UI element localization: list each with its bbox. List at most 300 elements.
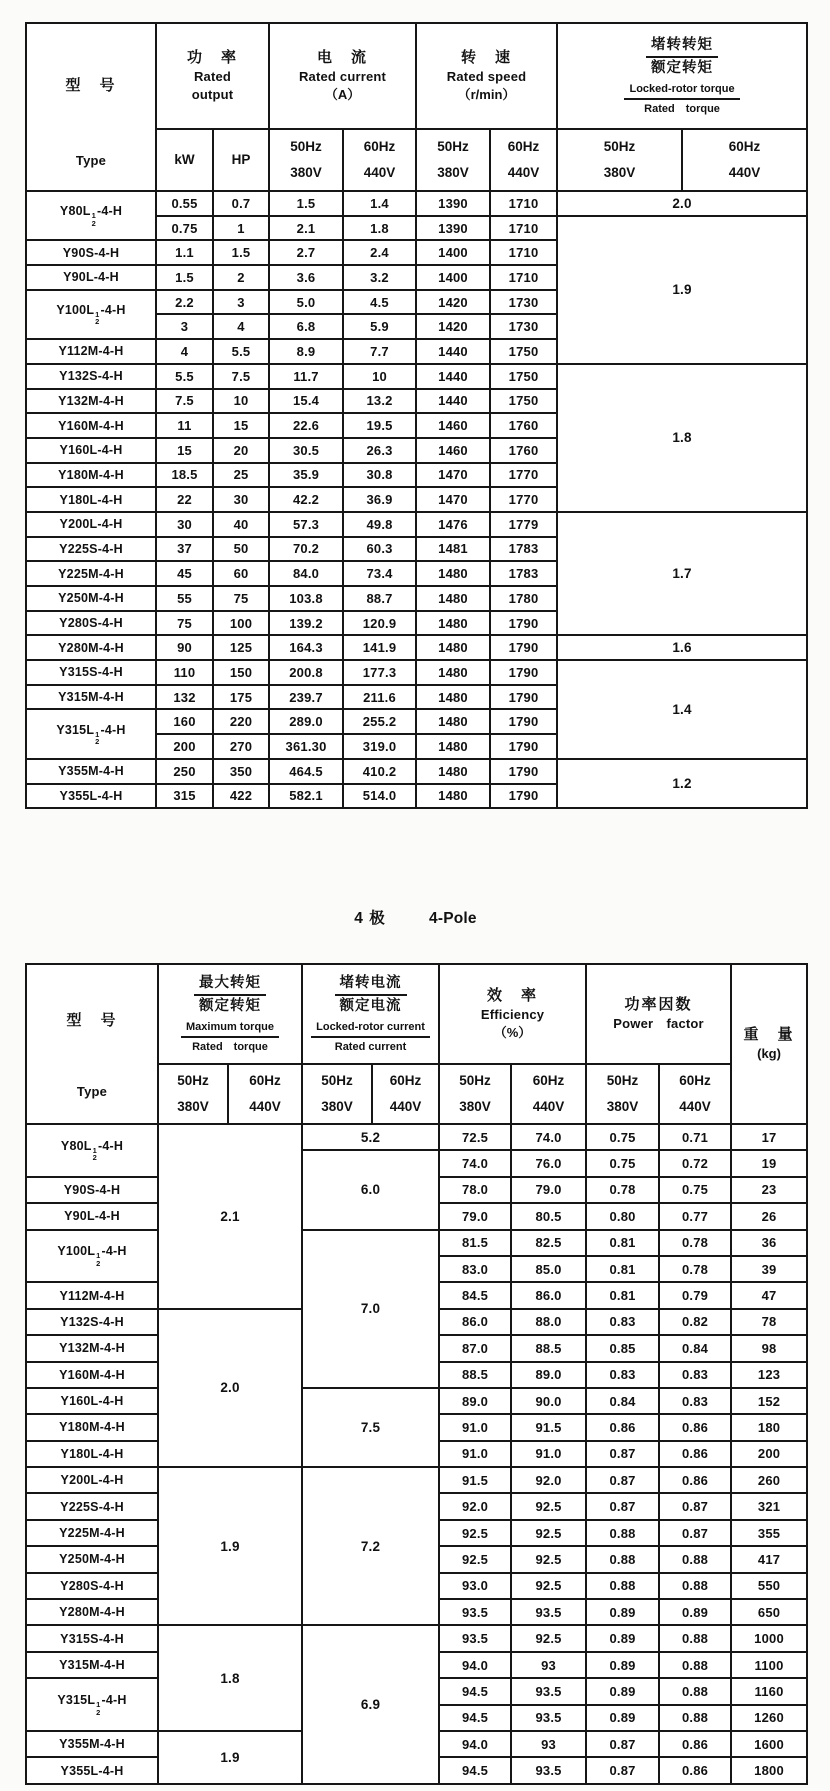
speed50-cell: 1470 (416, 487, 490, 512)
t2-header-weight (731, 964, 807, 1124)
speed60-cell: 1710 (490, 240, 557, 265)
hp-cell: 50 (213, 537, 269, 562)
speed60-cell: 1779 (490, 512, 557, 537)
model-cell: Y250M-4-H (26, 586, 156, 611)
current60-cell: 5.9 (343, 314, 416, 339)
current-header-zh: 电 流 (317, 49, 369, 66)
kw-cell: 1.5 (156, 265, 213, 290)
model-cell: Y180M-4-H (26, 463, 156, 488)
speed50-cell: 1440 (416, 364, 490, 389)
pf60-cell: 0.86 (659, 1757, 731, 1783)
model-cell: Y200L-4-H (26, 512, 156, 537)
weight-cell: 98 (731, 1335, 807, 1361)
torque-ratio-cell: 1.4 (557, 660, 807, 759)
model-cell: Y100L 1 2 -4-H (26, 290, 156, 339)
eff50-cell: 78.0 (439, 1177, 511, 1203)
speed60-cell: 1760 (490, 438, 557, 463)
model-cell: Y355M-4-H (26, 1731, 158, 1757)
pf60-cell: 0.88 (659, 1573, 731, 1599)
model-cell: Y355L-4-H (26, 784, 156, 809)
model-fraction: 1 2 (95, 309, 100, 327)
pf60-cell: 0.88 (659, 1625, 731, 1651)
model-cell: Y112M-4-H (26, 1282, 158, 1308)
hp-cell: 7.5 (213, 364, 269, 389)
kw-cell: 250 (156, 759, 213, 784)
current50-cell: 70.2 (269, 537, 343, 562)
model-cell: Y90S-4-H (26, 240, 156, 265)
current50-cell: 6.8 (269, 314, 343, 339)
speed60-cell: 1790 (490, 685, 557, 710)
kw-cell: 4 (156, 339, 213, 364)
eff50-cell: 92.5 (439, 1520, 511, 1546)
current50-cell: 361.30 (269, 734, 343, 759)
eff50-cell: 79.0 (439, 1203, 511, 1229)
t1-sub-speed-60: 60Hz 440V (490, 129, 557, 191)
eff50-cell: 84.5 (439, 1282, 511, 1308)
t1-sub-current-50: 50Hz 380V (269, 129, 343, 191)
model-cell: Y80L 1 2 -4-H (26, 191, 156, 240)
table-row (26, 1625, 807, 1651)
lr-current-cell: 5.2 (302, 1124, 439, 1150)
hp-cell: 422 (213, 784, 269, 809)
max-torque-cell: 2.0 (158, 1309, 302, 1467)
t2-sub-pf-50: 50Hz 380V (586, 1064, 659, 1124)
hp-cell: 25 (213, 463, 269, 488)
eff50-cell: 72.5 (439, 1124, 511, 1150)
max-torque-cell: 1.8 (158, 1625, 302, 1731)
speed50-cell: 1480 (416, 709, 490, 734)
pf50-cell: 0.87 (586, 1731, 659, 1757)
eff50-cell: 94.0 (439, 1731, 511, 1757)
current60-cell: 211.6 (343, 685, 416, 710)
pf50-cell: 0.87 (586, 1441, 659, 1467)
model-cell: Y225S-4-H (26, 537, 156, 562)
pf60-cell: 0.77 (659, 1203, 731, 1229)
pf60-cell: 0.84 (659, 1335, 731, 1361)
pf60-cell: 0.72 (659, 1150, 731, 1176)
kw-cell: 0.55 (156, 191, 213, 216)
table-row (26, 635, 807, 660)
hp-cell: 10 (213, 389, 269, 414)
current50-cell: 1.5 (269, 191, 343, 216)
eff50-cell: 94.0 (439, 1652, 511, 1678)
t2-header-lr-current (302, 964, 439, 1064)
pf50-cell: 0.75 (586, 1150, 659, 1176)
current50-cell: 582.1 (269, 784, 343, 809)
weight-header-unit: (kg) (757, 1046, 781, 1061)
model-cell: Y280M-4-H (26, 1599, 158, 1625)
model-cell: Y225M-4-H (26, 561, 156, 586)
current50-cell: 35.9 (269, 463, 343, 488)
model-fraction: 1 2 (96, 1251, 101, 1268)
lr-current-cell: 7.5 (302, 1388, 439, 1467)
torque-ratio-cell: 1.7 (557, 512, 807, 635)
kw-cell: 132 (156, 685, 213, 710)
speed50-cell: 1400 (416, 240, 490, 265)
pf50-cell: 0.83 (586, 1362, 659, 1388)
weight-cell: 47 (731, 1282, 807, 1308)
speed60-cell: 1790 (490, 709, 557, 734)
hp-cell: 20 (213, 438, 269, 463)
speed50-cell: 1480 (416, 734, 490, 759)
speed60-cell: 1790 (490, 784, 557, 809)
t2-header-power-factor (586, 964, 731, 1064)
power-header-en2: output (191, 87, 234, 102)
kw-cell: 37 (156, 537, 213, 562)
current50-cell: 42.2 (269, 487, 343, 512)
t2-header-max-torque (158, 964, 302, 1064)
weight-cell: 260 (731, 1467, 807, 1493)
t2-sub-mt-60: 60Hz 440V (228, 1064, 302, 1124)
current60-cell: 1.8 (343, 216, 416, 241)
current50-cell: 2.7 (269, 240, 343, 265)
hp-cell: 270 (213, 734, 269, 759)
hp-cell: 0.7 (213, 191, 269, 216)
hp-cell: 100 (213, 611, 269, 636)
weight-cell: 152 (731, 1388, 807, 1414)
pf50-cell: 0.84 (586, 1388, 659, 1414)
weight-cell: 39 (731, 1256, 807, 1282)
t1-body (26, 191, 807, 808)
pf50-cell: 0.83 (586, 1309, 659, 1335)
speed50-cell: 1481 (416, 537, 490, 562)
model-fraction: 1 2 (91, 211, 96, 228)
model-cell: Y225M-4-H (26, 1520, 158, 1546)
current60-cell: 19.5 (343, 413, 416, 438)
eff60-cell: 92.5 (511, 1625, 586, 1651)
pf50-cell: 0.89 (586, 1599, 659, 1625)
eff60-cell: 92.5 (511, 1546, 586, 1572)
model-fraction: 1 2 (95, 729, 100, 747)
pf60-cell: 0.83 (659, 1388, 731, 1414)
current50-cell: 239.7 (269, 685, 343, 710)
current60-cell: 4.5 (343, 290, 416, 315)
eff60-cell: 90.0 (511, 1388, 586, 1414)
t1-sub-current-60: 60Hz 440V (343, 129, 416, 191)
t1-sub-speed-50: 50Hz 380V (416, 129, 490, 191)
table-row (26, 364, 807, 389)
efficiency-header-zh: 效 率 (487, 987, 539, 1004)
speed50-cell: 1420 (416, 314, 490, 339)
current-header-en: Rated current (298, 69, 387, 84)
kw-cell: 7.5 (156, 389, 213, 414)
hp-cell: 220 (213, 709, 269, 734)
kw-cell: 22 (156, 487, 213, 512)
t2-sub-mt-50: 50Hz 380V (158, 1064, 228, 1124)
weight-cell: 123 (731, 1362, 807, 1388)
speed50-cell: 1480 (416, 759, 490, 784)
model-cell: Y132M-4-H (26, 1335, 158, 1361)
current60-cell: 26.3 (343, 438, 416, 463)
t2-header-efficiency (439, 964, 586, 1064)
weight-cell: 180 (731, 1414, 807, 1440)
table-row (26, 1230, 807, 1256)
model-cell: Y90L-4-H (26, 1203, 158, 1229)
model-cell: Y355L-4-H (26, 1757, 158, 1783)
power-factor-header-zh: 功率因数 (624, 996, 693, 1013)
weight-cell: 355 (731, 1520, 807, 1546)
speed60-cell: 1790 (490, 759, 557, 784)
eff50-cell: 93.5 (439, 1625, 511, 1651)
model-cell: Y160M-4-H (26, 413, 156, 438)
eff50-cell: 81.5 (439, 1230, 511, 1256)
hp-cell: 175 (213, 685, 269, 710)
current50-cell: 103.8 (269, 586, 343, 611)
weight-cell: 26 (731, 1203, 807, 1229)
pf50-cell: 0.80 (586, 1203, 659, 1229)
current50-cell: 200.8 (269, 660, 343, 685)
pf50-cell: 0.81 (586, 1282, 659, 1308)
weight-cell: 1000 (731, 1625, 807, 1651)
current60-cell: 49.8 (343, 512, 416, 537)
speed60-cell: 1770 (490, 463, 557, 488)
eff50-cell: 93.5 (439, 1599, 511, 1625)
t1-sub-kw: kW (156, 129, 213, 191)
model-cell: Y180L-4-H (26, 487, 156, 512)
current50-cell: 164.3 (269, 635, 343, 660)
speed50-cell: 1480 (416, 784, 490, 809)
current60-cell: 3.2 (343, 265, 416, 290)
hp-cell: 1 (213, 216, 269, 241)
eff50-cell: 89.0 (439, 1388, 511, 1414)
model-header-zh: 型 号 (65, 77, 117, 94)
speed50-cell: 1480 (416, 561, 490, 586)
eff60-cell: 93.5 (511, 1599, 586, 1625)
eff60-cell: 93.5 (511, 1757, 586, 1783)
pf60-cell: 0.87 (659, 1493, 731, 1519)
eff60-cell: 93.5 (511, 1705, 586, 1731)
model-header-zh: 型 号 (66, 1012, 118, 1029)
speed50-cell: 1460 (416, 438, 490, 463)
table-row (26, 512, 807, 537)
model-cell: Y180L-4-H (26, 1441, 158, 1467)
pf60-cell: 0.71 (659, 1124, 731, 1150)
eff50-cell: 92.5 (439, 1546, 511, 1572)
speed60-cell: 1783 (490, 561, 557, 586)
hp-cell: 4 (213, 314, 269, 339)
pole-caption-zh: 4 极 (354, 910, 386, 927)
pf50-cell: 0.87 (586, 1467, 659, 1493)
max-torque-cell: 2.1 (158, 1124, 302, 1309)
pf60-cell: 0.88 (659, 1678, 731, 1704)
kw-cell: 0.75 (156, 216, 213, 241)
weight-cell: 1160 (731, 1678, 807, 1704)
weight-cell: 78 (731, 1309, 807, 1335)
weight-cell: 17 (731, 1124, 807, 1150)
kw-cell: 55 (156, 586, 213, 611)
model-cell: Y315S-4-H (26, 660, 156, 685)
speed60-cell: 1780 (490, 586, 557, 611)
table-row (26, 660, 807, 685)
model-cell: Y100L 1 2 -4-H (26, 1230, 158, 1283)
speed50-cell: 1420 (416, 290, 490, 315)
eff50-cell: 94.5 (439, 1678, 511, 1704)
pf50-cell: 0.89 (586, 1652, 659, 1678)
eff60-cell: 85.0 (511, 1256, 586, 1282)
model-cell: Y112M-4-H (26, 339, 156, 364)
speed50-cell: 1460 (416, 413, 490, 438)
kw-cell: 30 (156, 512, 213, 537)
t2-sub-pf-60: 60Hz 440V (659, 1064, 731, 1124)
current60-cell: 13.2 (343, 389, 416, 414)
pf50-cell: 0.88 (586, 1546, 659, 1572)
kw-cell: 75 (156, 611, 213, 636)
speed60-cell: 1730 (490, 314, 557, 339)
pf50-cell: 0.88 (586, 1573, 659, 1599)
kw-cell: 15 (156, 438, 213, 463)
torque-ratio-cell: 1.9 (557, 216, 807, 364)
current60-cell: 177.3 (343, 660, 416, 685)
eff60-cell: 89.0 (511, 1362, 586, 1388)
pf60-cell: 0.86 (659, 1731, 731, 1757)
current60-cell: 73.4 (343, 561, 416, 586)
kw-cell: 315 (156, 784, 213, 809)
hp-cell: 1.5 (213, 240, 269, 265)
eff50-cell: 94.5 (439, 1705, 511, 1731)
speed50-cell: 1480 (416, 586, 490, 611)
t2-sub-lc-60: 60Hz 440V (372, 1064, 439, 1124)
current50-cell: 22.6 (269, 413, 343, 438)
current60-cell: 120.9 (343, 611, 416, 636)
pf50-cell: 0.89 (586, 1625, 659, 1651)
weight-cell: 550 (731, 1573, 807, 1599)
kw-cell: 45 (156, 561, 213, 586)
performance-table-2 (25, 963, 808, 1785)
weight-cell: 200 (731, 1441, 807, 1467)
lr-current-ratio-zh: $\frac{\text{堵转电流}}{\text{额定电流}}$ (335, 975, 407, 1015)
model-cell: Y90S-4-H (26, 1177, 158, 1203)
speed60-cell: 1760 (490, 413, 557, 438)
eff60-cell: 88.0 (511, 1309, 586, 1335)
pf60-cell: 0.86 (659, 1414, 731, 1440)
speed50-cell: 1480 (416, 635, 490, 660)
torque-ratio-cell: 1.2 (557, 759, 807, 808)
kw-cell: 200 (156, 734, 213, 759)
model-fraction: 1 2 (96, 1700, 101, 1717)
current60-cell: 36.9 (343, 487, 416, 512)
pf60-cell: 0.79 (659, 1282, 731, 1308)
lr-current-ratio-en: $\frac{\text{Locked-rotor current}}{\text{Rated current}}$ (311, 1020, 430, 1054)
hp-cell: 2 (213, 265, 269, 290)
eff60-cell: 80.5 (511, 1203, 586, 1229)
pf50-cell: 0.81 (586, 1256, 659, 1282)
speed50-cell: 1480 (416, 611, 490, 636)
current50-cell: 139.2 (269, 611, 343, 636)
table-row (26, 1388, 807, 1414)
kw-cell: 5.5 (156, 364, 213, 389)
model-cell: Y315L 1 2 -4-H (26, 1678, 158, 1731)
torque-ratio-cell: 1.6 (557, 635, 807, 660)
lr-current-cell: 6.0 (302, 1150, 439, 1229)
current60-cell: 60.3 (343, 537, 416, 562)
model-cell: Y315L 1 2 -4-H (26, 709, 156, 758)
eff60-cell: 88.5 (511, 1335, 586, 1361)
eff60-cell: 92.5 (511, 1493, 586, 1519)
eff60-cell: 92.5 (511, 1573, 586, 1599)
eff60-cell: 93 (511, 1652, 586, 1678)
table-row (26, 191, 807, 216)
hp-cell: 60 (213, 561, 269, 586)
current60-cell: 141.9 (343, 635, 416, 660)
model-cell: Y200L-4-H (26, 1467, 158, 1493)
t1-sub-torque-50: 50Hz 380V (557, 129, 682, 191)
speed50-cell: 1390 (416, 216, 490, 241)
model-cell: Y315M-4-H (26, 1652, 158, 1678)
power-factor-header-en: Power factor (613, 1016, 704, 1031)
model-cell: Y160M-4-H (26, 1362, 158, 1388)
max-torque-ratio-en: $\frac{\text{Maximum torque}}{\text{Rated torque}}$ (181, 1020, 279, 1054)
current50-cell: 30.5 (269, 438, 343, 463)
eff50-cell: 83.0 (439, 1256, 511, 1282)
pf60-cell: 0.78 (659, 1230, 731, 1256)
pf50-cell: 0.87 (586, 1493, 659, 1519)
pf60-cell: 0.78 (659, 1256, 731, 1282)
efficiency-header-unit: （%） (493, 1025, 532, 1040)
current60-cell: 255.2 (343, 709, 416, 734)
speed60-cell: 1790 (490, 611, 557, 636)
t2-sub-lc-50: 50Hz 380V (302, 1064, 372, 1124)
torque-ratio-cell: 1.8 (557, 364, 807, 512)
kw-cell: 110 (156, 660, 213, 685)
weight-cell: 1100 (731, 1652, 807, 1678)
hp-cell: 30 (213, 487, 269, 512)
model-cell: Y132S-4-H (26, 364, 156, 389)
current50-cell: 84.0 (269, 561, 343, 586)
current60-cell: 7.7 (343, 339, 416, 364)
efficiency-header-en: Efficiency (480, 1007, 545, 1022)
eff60-cell: 91.5 (511, 1414, 586, 1440)
speed60-cell: 1790 (490, 635, 557, 660)
current50-cell: 8.9 (269, 339, 343, 364)
model-cell: Y132M-4-H (26, 389, 156, 414)
performance-table-1 (25, 22, 808, 809)
speed60-cell: 1790 (490, 734, 557, 759)
model-cell: Y355M-4-H (26, 759, 156, 784)
speed50-cell: 1390 (416, 191, 490, 216)
speed60-cell: 1750 (490, 364, 557, 389)
eff60-cell: 82.5 (511, 1230, 586, 1256)
weight-cell: 321 (731, 1493, 807, 1519)
speed50-cell: 1400 (416, 265, 490, 290)
current60-cell: 88.7 (343, 586, 416, 611)
table-row (26, 759, 807, 784)
pf50-cell: 0.86 (586, 1414, 659, 1440)
t1-header-model (26, 23, 156, 191)
model-cell: Y80L 1 2 -4-H (26, 1124, 158, 1177)
current50-cell: 3.6 (269, 265, 343, 290)
eff60-cell: 86.0 (511, 1282, 586, 1308)
current-header-unit: （A） (324, 87, 361, 102)
lr-current-cell: 6.9 (302, 1625, 439, 1783)
t1-sub-torque-60: 60Hz 440V (682, 129, 807, 191)
t1-header-speed (416, 23, 557, 129)
t2-sub-eff-50: 50Hz 380V (439, 1064, 511, 1124)
t2-body (26, 1124, 807, 1784)
pole-caption (25, 906, 806, 928)
eff60-cell: 93 (511, 1731, 586, 1757)
eff60-cell: 92.5 (511, 1520, 586, 1546)
max-torque-cell: 1.9 (158, 1467, 302, 1625)
weight-cell: 1260 (731, 1705, 807, 1731)
current50-cell: 2.1 (269, 216, 343, 241)
hp-cell: 125 (213, 635, 269, 660)
weight-cell: 1600 (731, 1731, 807, 1757)
table-row (26, 1467, 807, 1493)
current60-cell: 2.4 (343, 240, 416, 265)
eff50-cell: 92.0 (439, 1493, 511, 1519)
eff60-cell: 76.0 (511, 1150, 586, 1176)
eff50-cell: 91.0 (439, 1414, 511, 1440)
